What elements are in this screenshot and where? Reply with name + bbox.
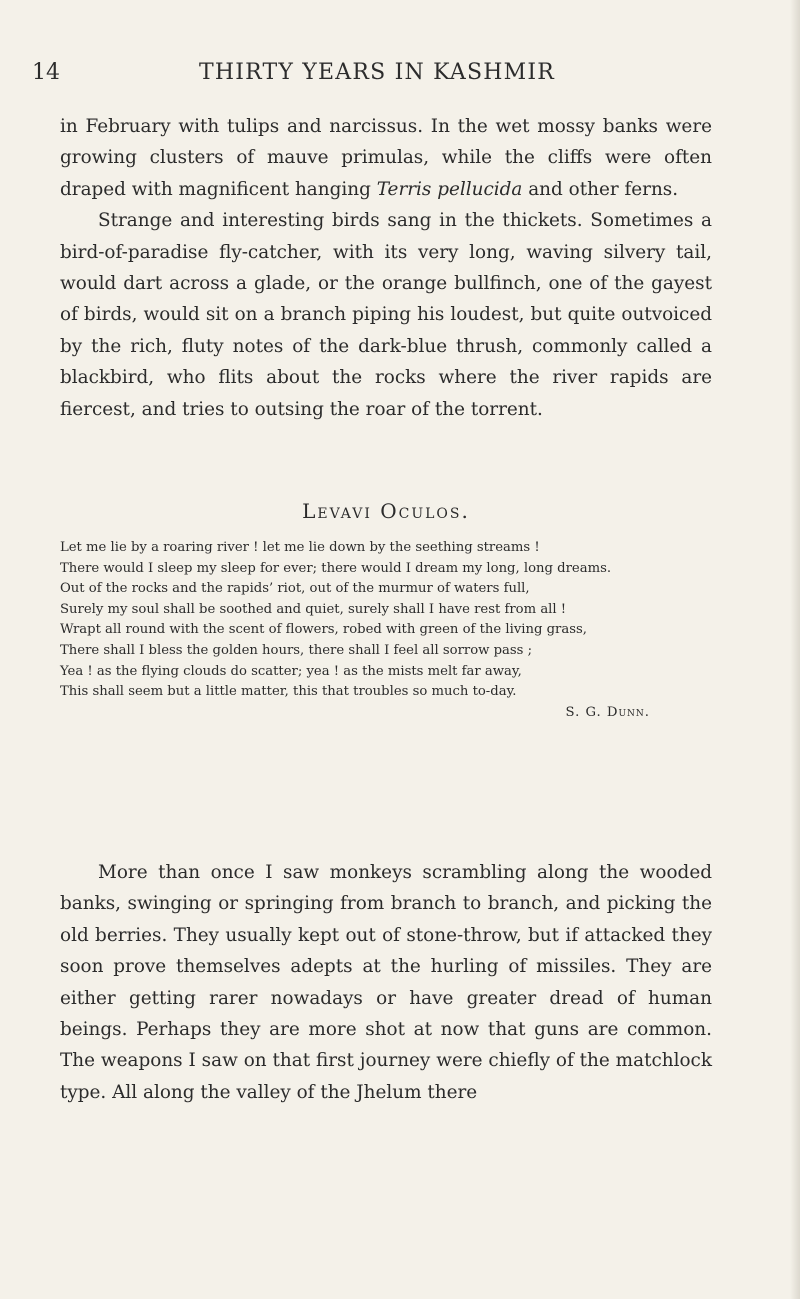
poem-line: Yea ! as the flying clouds do scatter; yea ! as the mists melt far away, <box>60 663 522 679</box>
page-header <box>32 56 722 96</box>
page-edge-shadow <box>790 0 800 1299</box>
italic-fern-name: Terris pellucida <box>376 178 523 200</box>
poem-line: There would I sleep my sleep for ever; there would I dream my long, long dreams. <box>60 560 612 576</box>
running-title: THIRTY YEARS IN KASHMIR <box>198 60 556 85</box>
poem-line: This shall seem but a little matter, this that troubles so much to-day. <box>60 684 517 700</box>
poem-line: Let me lie by a roaring river ! let me lie down by the seething streams ! <box>60 540 540 555</box>
poem <box>60 538 712 723</box>
poem-line: Wrapt all round with the scent of flowers, robed with green of the living grass, <box>60 622 587 638</box>
poem-line: Surely my soul shall be soothed and quiet, surely shall I have rest from all ! <box>60 601 567 617</box>
poem-line: There shall I bless the golden hours, there shall I feel all sorrow pass ; <box>60 642 533 658</box>
page-number: 14 <box>32 60 60 85</box>
text-block-upper <box>60 111 712 425</box>
poem-attribution: S. G. Dunn. <box>565 704 650 720</box>
paragraph-birds: Strange and interesting birds sang in the thickets. Sometimes a bird-of-paradise fly-catcher, with its very long, waving silvery tail, would dart across a glade, or the orange bullfinch, one of the gayest of birds, would sit on a branch piping his loudest, but quite outvoiced by the rich, fluty notes of the dark-blue thrush, commonly called a blackbird, who flits about the rocks where the river rapids are fiercest, and tries to outsing the roar of the torrent. <box>60 210 712 420</box>
paragraph-continued: in February with tulips and narcissus. In the wet mossy banks were growing clusters of mauve primulas, while the cliffs were often draped with magnificent hanging Terris pellucida and other ferns. <box>60 116 712 200</box>
text-block-lower <box>60 857 712 1108</box>
poem-line: Out of the rocks and the rapids’ riot, out of the murmur of waters full, <box>60 581 530 597</box>
paragraph-monkeys: More than once I saw monkeys scrambling along the wooded banks, swinging or springing from branch to branch, and picking the old berries. They usually kept out of stone-throw, but if attacked they soon prove themselves adepts at the hurling of missiles. They are either getting rarer nowadays or have greater dread of human beings. Perhaps they are more shot at now that guns are common. The weapons I saw on that first journey were chiefly of the matchlock type. All along the valley of the Jhelum there <box>60 862 712 1103</box>
poem-title: Levavi Oculos. <box>302 499 470 523</box>
